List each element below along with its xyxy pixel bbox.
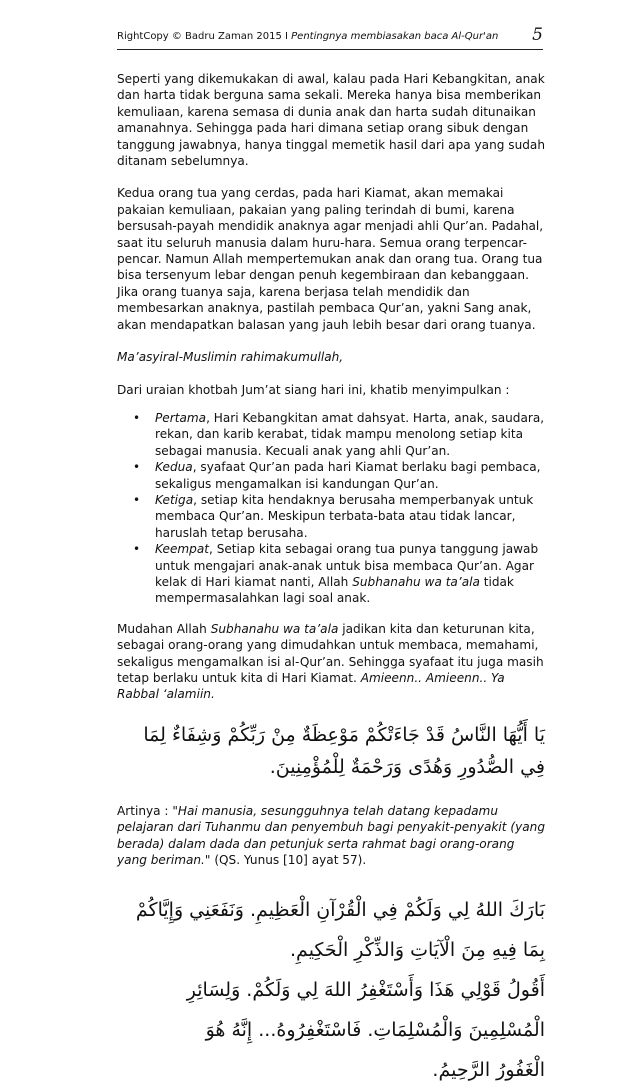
- list-item: [155, 492, 545, 541]
- translation: [117, 803, 545, 869]
- conclusion-intro: Dari uraian khotbah Jum’at siang hari ini, khatib menyimpulkan :: [117, 382, 510, 397]
- header-document-title: Pentingnya membiasakan baca Al-Qur'an: [291, 31, 499, 42]
- salutation: [117, 349, 545, 365]
- closing-before: Mudahan Allah: [117, 621, 211, 636]
- header-text: [117, 31, 498, 42]
- closing-middle: jadikan kita dan keturunan kita, sebagai orang-orang yang dimudahkan untuk membaca, memahami, sekaligus mengamalkan isi al-Qur’an. Sehingga syafaat itu juga masih tetap berlaku untuk kita di Hari Kiamat.: [117, 621, 544, 685]
- translation-quote: "Hai manusia, sesungguhnya telah datang kepadamu pelajaran dari Tuhanmu dan penyembuh bagi penyakit-penyakit (yang berada) dalam dada dan petunjuk serta rahmat bagi orang-orang yang beriman.": [117, 803, 546, 868]
- list-item-text: , setiap kita hendaknya berusaha memperbanyak untuk membaca Qur’an. Meskipun terbata-bata atau tidak lancar, haruslah tetap berusaha.: [155, 492, 534, 540]
- closing-prayer: [117, 621, 545, 703]
- closing-emphasis-1: Subhanahu wa ta’ala: [210, 621, 339, 636]
- page-content: [117, 71, 545, 1090]
- arabic-verse: يَا أَيُّهَا النَّاسُ قَدْ جَاءَتْكُمْ مَوْعِظَةٌ مِنْ رَبِّكُمْ وَشِفَاءٌ لِمَا فِي الصُّدُورِ وَهُدًى وَرَحْمَةٌ لِلْمُؤْمِنِينَ.: [143, 723, 545, 778]
- translation-label: Artinya :: [117, 803, 173, 818]
- salutation-text: Ma’asyiral-Muslimin rahimakumullah,: [117, 350, 344, 365]
- paragraph-2: Kedua orang tua yang cerdas, pada hari Kiamat, akan memakai pakaian kemuliaan, pakaian yang paling terindah di bumi, karena bersusah-payah mendidik anaknya agar menjadi ahli Qur’an. Padahal, saat itu seluruh manusia dalam huru-hara. Semua orang terpencar-pencar. Namun Allah mempertemukan anak dan orang tua. Orang tua bisa tersenyum lebar dengan penuh kegembiraan dan kebanggaan. Jika orang tuanya saja, karena berjasa telah mendidik dan membesarkan anaknya, pastilah pembaca Qur’an, yakni Sang anak, akan mendapatkan balasan yang jauh lebih besar dari orang tuanya.: [117, 186, 544, 332]
- arabic-closing-line-3: الْغَفُورُ الرَّحِيمُ.: [432, 1059, 545, 1082]
- list-item-lead: Keempat: [155, 542, 209, 557]
- list-item: [155, 410, 545, 459]
- arabic-closing-line-1: بَارَكَ اللهُ لِي وَلَكُمْ فِي الْقُرْآنِ الْعَظِيمِ. وَنَفَعَنِي وَإِيَّاكُمْ بِمَا فِيهِ مِنَ الْآيَاتِ وَالذِّكْرِ الْحَكِيمِ.: [135, 899, 545, 962]
- arabic-closing-prayer: [117, 890, 545, 1090]
- list-item-lead: Ketiga: [155, 492, 194, 507]
- header-copyright: RightCopy © Badru Zaman 2015 I: [117, 31, 292, 42]
- closing-emphasis-2: Amieenn.. Amieenn.. Ya Rabbal ‘alamiin.: [117, 671, 505, 702]
- conclusion-list: [117, 410, 545, 607]
- list-item-text: , syafaat Qur’an pada hari Kiamat berlaku bagi pembaca, sekaligus mengamalkan isi kandungan Qur’an.: [155, 460, 541, 491]
- paragraph-1: Seperti yang dikemukakan di awal, kalau pada Hari Kebangkitan, anak dan harta tidak berguna sama sekali. Mereka hanya bisa memberikan kemuliaan, karena semasa di dunia anak dan harta sudah ditunaikan amanahnya. Sehingga pada hari dimana setiap orang sibuk dengan tanggung jawabnya, hanya tinggal memetik hasil dari apa yang sudah ditanam sebelumnya.: [117, 72, 545, 169]
- list-item-lead: Pertama: [155, 410, 207, 425]
- page-number: 5: [532, 25, 543, 45]
- list-item-text: , Setiap kita sebagai orang tua punya tanggung jawab untuk mengajari anak-anak untuk bisa membaca Qur’an. Agar kelak di Hari kiamat nanti, Allah: [155, 542, 539, 589]
- translation-source: (QS. Yunus [10] ayat 57).: [210, 853, 367, 868]
- list-item: [155, 541, 545, 607]
- list-item-emphasis: Subhanahu wa ta’ala: [352, 574, 480, 589]
- list-item: [155, 459, 545, 492]
- list-item-tail: tidak mempermasalahkan lagi soal anak.: [155, 574, 514, 606]
- header-divider: [117, 49, 543, 50]
- list-item-lead: Kedua: [155, 460, 193, 475]
- list-item-text: , Hari Kebangkitan amat dahsyat. Harta, anak, saudara, rekan, dan karib kerabat, tidak mampu menolong setiap kita sebagai manusia. Kecuali anak yang ahli Qur’an.: [155, 410, 545, 458]
- page-header: [117, 26, 543, 48]
- arabic-closing-line-2: أَقُولُ قَوْلِي هَذَا وَأَسْتَغْفِرُ اللهَ لِي وَلَكُمْ. وَلِسَائِرِ الْمُسْلِمِينَ وَالْمُسْلِمَاتِ. فَاسْتَغْفِرُوهُ... إِنَّهُ هُوَ: [186, 979, 545, 1042]
